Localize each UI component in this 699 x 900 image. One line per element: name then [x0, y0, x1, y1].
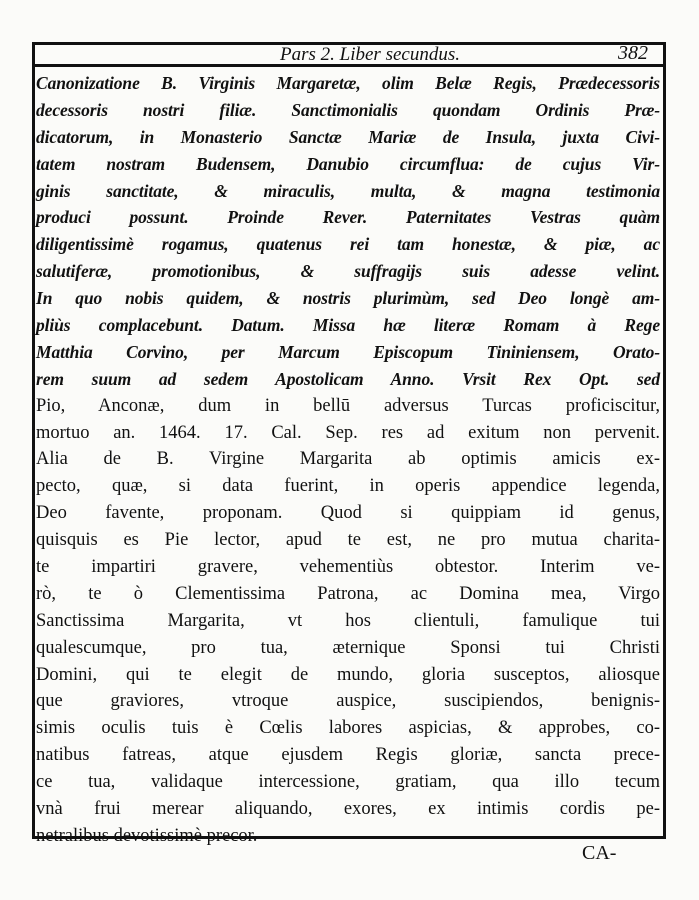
text-line: pliùs complacebunt. Datum. Missa hæ literæ Romam à Rege	[36, 315, 660, 336]
text-line: rò, te ò Clementissima Patrona, ac Domina mea, Virgo	[36, 583, 660, 604]
text-line: rem suum ad sedem Apostolicam Anno. Vrsit Rex Opt. sed	[36, 368, 660, 389]
frame-left-rule	[32, 42, 35, 839]
text-line: tatem nostram Budensem, Danubio circumflua: de cujus Vir-	[36, 153, 660, 174]
text-line: simis oculis tuis è Cœlis labores aspicias, & approbes, co-	[36, 718, 660, 739]
text-line: quisquis es Pie lector, apud te est, ne pro mutua charita-	[36, 530, 660, 551]
catchword: CA-	[582, 842, 617, 864]
text-line: salutiferæ, promotionibus, & suffragijs suis adesse velint.	[36, 261, 660, 282]
text-line: Domini, qui te elegit de mundo, gloria susceptos, aliosque	[36, 664, 660, 685]
text-line: pecto, quæ, si data fuerint, in operis appendice legenda,	[36, 476, 660, 497]
text-line: netralibus devotissimè precor.	[36, 825, 258, 846]
running-head: Pars 2. Liber secundus.	[280, 44, 460, 65]
text-line: decessoris nostri filiæ. Sanctimonialis quondam Ordinis Præ-	[36, 99, 660, 120]
text-line: vnà frui merear aliquando, exores, ex intimis cordis pe-	[36, 799, 660, 820]
text-line: mortuo an. 1464. 17. Cal. Sep. res ad exitum non pervenit.	[36, 422, 660, 443]
page-number: 382	[618, 42, 648, 64]
text-line: Deo favente, proponam. Quod si quippiam id genus,	[36, 503, 660, 524]
text-line: Canonizatione B. Virginis Margaretæ, olim Belæ Regis, Prædecessoris	[36, 73, 660, 93]
text-line: que graviores, vtroque auspice, suscipiendos, benignis-	[36, 691, 660, 712]
text-line: Alia de B. Virgine Margarita ab optimis amicis ex-	[36, 449, 660, 470]
text-line: te impartiri gravere, vehementiùs obtestor. Interim ve-	[36, 557, 660, 578]
text-line: diligentissimè rogamus, quatenus rei tam honestæ, & piæ, ac	[36, 234, 660, 255]
text-line: dicatorum, in Monasterio Sanctæ Mariæ de Insula, juxta Civi-	[36, 126, 660, 147]
text-line: ginis sanctitate, & miraculis, multa, & magna testimonia	[36, 180, 660, 201]
text-line: natibus fatreas, atque ejusdem Regis gloriæ, sancta prece-	[36, 745, 660, 766]
text-line: ce tua, validaque intercessione, gratiam, qua illo tecum	[36, 772, 660, 793]
text-line: Matthia Corvino, per Marcum Episcopum Tininiensem, Orato-	[36, 341, 660, 362]
text-line: Sanctissima Margarita, vt hos clientuli, famulique tui	[36, 610, 660, 631]
body-text	[36, 70, 660, 850]
text-line: Pio, Anconæ, dum in bellū adversus Turcas proficiscitur,	[36, 395, 660, 416]
text-line: qualescumque, pro tua, æternique Sponsi tui Christi	[36, 637, 660, 658]
text-line: In quo nobis quidem, & nostris plurimùm, sed Deo longè am-	[36, 288, 660, 309]
text-line: produci possunt. Proinde Rever. Paternitates Vestras quàm	[36, 207, 660, 228]
frame-right-rule	[663, 42, 666, 839]
page-header	[36, 44, 660, 66]
